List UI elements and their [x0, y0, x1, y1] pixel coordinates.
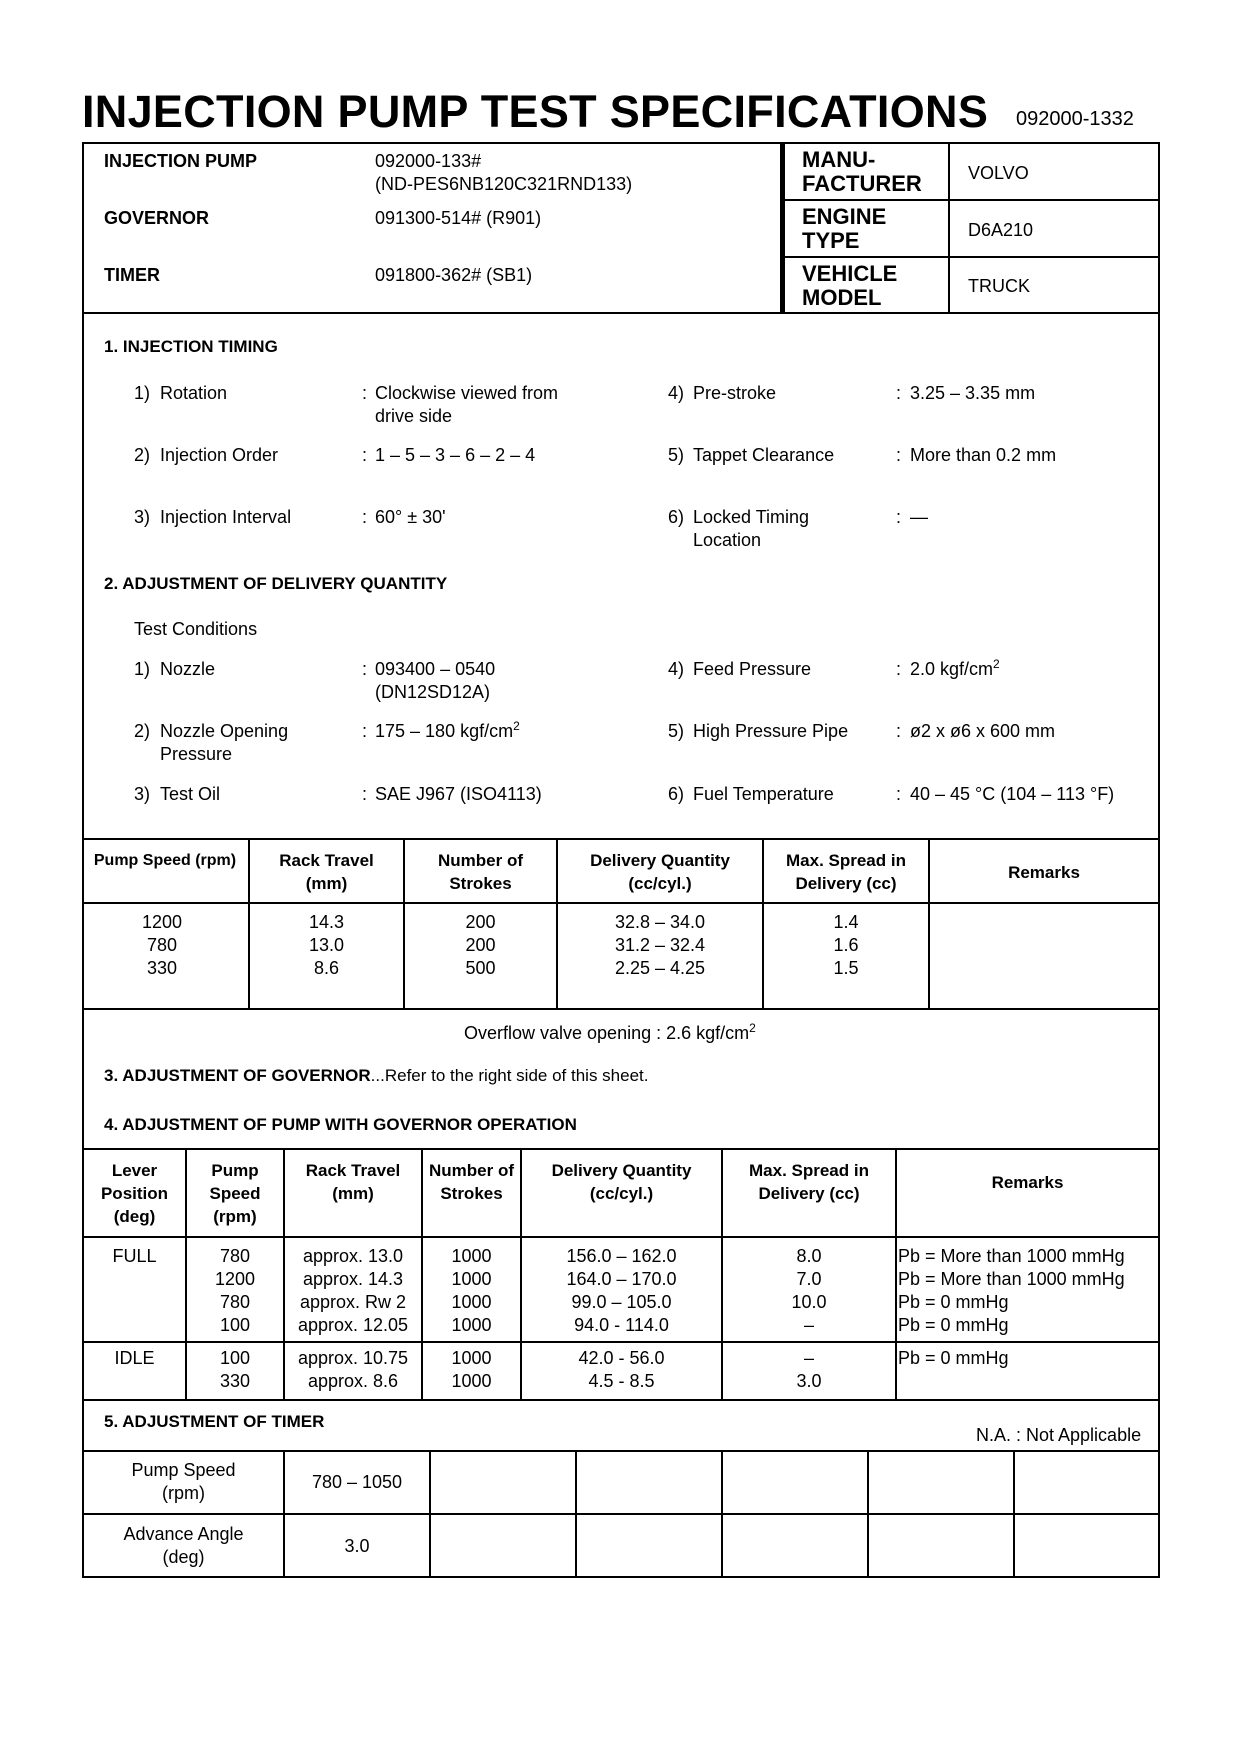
cell: 780 — [146, 935, 178, 955]
lever-position: FULL — [112, 1246, 157, 1266]
cell: 156.0 – 162.0 — [566, 1246, 677, 1266]
spec-colon: : — [362, 507, 368, 527]
col-header: Rack Travel (mm) — [305, 1161, 401, 1203]
cond-colon: : — [362, 659, 368, 679]
spec-colon: : — [362, 445, 368, 465]
cond-value: ø2 x ø6 x 600 mm — [910, 721, 1056, 741]
cell: 780 – 1050 — [311, 1472, 403, 1492]
cond-label: Fuel Temperature — [693, 784, 834, 804]
cond-value: 2.0 kgf/$cm^2$ — [910, 657, 1000, 679]
cond-label-cont: Pressure — [160, 744, 233, 764]
cond-label: Nozzle Opening — [160, 721, 289, 741]
cond-label: Feed Pressure — [693, 659, 812, 679]
cell: 1000 — [451, 1246, 492, 1266]
section-timer-title: 5. ADJUSTMENT OF TIMER — [104, 1412, 325, 1431]
cell: 42.0 - 56.0 — [578, 1348, 665, 1368]
spec-label: Injection Interval — [160, 507, 292, 527]
cell: 500 — [465, 958, 496, 978]
cell: 1000 — [451, 1269, 492, 1289]
cond-num: 2) — [134, 721, 151, 741]
spec-value: More than 0.2 mm — [910, 445, 1057, 465]
cell: approx. 14.3 — [302, 1269, 404, 1289]
spec-label: Tappet Clearance — [693, 445, 835, 465]
cond-colon: : — [362, 784, 368, 804]
spec-num: 5) — [668, 445, 685, 465]
cond-colon: : — [896, 784, 902, 804]
col-header: Rack Travel (mm) — [279, 851, 374, 893]
spec-colon: : — [896, 445, 902, 465]
cell: 1200 — [214, 1269, 256, 1289]
spec-label: Pre-stroke — [693, 383, 777, 403]
spec-value: 1 – 5 – 3 – 6 – 2 – 4 — [375, 445, 536, 465]
cond-value: 093400 – 0540 — [375, 659, 496, 679]
cond-num: 1) — [134, 659, 151, 679]
test-conditions-label: Test Conditions — [134, 619, 258, 639]
cell: – — [803, 1315, 814, 1335]
cell: 7.0 — [796, 1269, 822, 1289]
cell: 14.3 — [308, 912, 345, 932]
engine-type-label: ENGINE TYPE — [802, 204, 887, 253]
cond-value: 40 – 45 °C (104 – 113 °F) — [910, 784, 1115, 804]
vehicle-model-label: VEHICLE MODEL — [802, 261, 898, 310]
lever-position: IDLE — [114, 1348, 155, 1368]
cell: approx. 10.75 — [297, 1348, 409, 1368]
engine-type-value: D6A210 — [968, 220, 1034, 240]
cond-label: Test Oil — [160, 784, 221, 804]
spec-value: — — [910, 507, 928, 527]
cell: 8.0 — [796, 1246, 822, 1266]
governor-value: 091300-514# (R901) — [375, 208, 542, 228]
cell: 31.2 – 32.4 — [614, 935, 706, 955]
row-label: Advance Angle (deg) — [123, 1524, 244, 1567]
cell: 8.6 — [313, 958, 340, 978]
spec-label: Rotation — [160, 383, 228, 403]
cell: 94.0 - 114.0 — [574, 1315, 669, 1335]
spec-num: 3) — [134, 507, 151, 527]
cell-remark: Pb = More than 1000 mmHg — [898, 1269, 1125, 1289]
cell: 780 — [219, 1246, 251, 1266]
cell: 3.0 — [796, 1371, 822, 1391]
spec-colon: : — [896, 507, 902, 527]
manufacturer-label: MANU- FACTURER — [802, 147, 922, 196]
section-pump-governor-title: 4. ADJUSTMENT OF PUMP WITH GOVERNOR OPERATION — [104, 1115, 577, 1134]
spec-num: 6) — [668, 507, 685, 527]
cell: approx. 13.0 — [302, 1246, 404, 1266]
cond-label: High Pressure Pipe — [693, 721, 849, 741]
cond-colon: : — [362, 721, 368, 741]
cell: approx. Rw 2 — [299, 1292, 407, 1312]
cond-value-cont: (DN12SD12A) — [375, 682, 491, 702]
col-header: Max. Spread in Delivery (cc) — [749, 1161, 869, 1203]
spec-value: 3.25 – 3.35 mm — [910, 383, 1036, 403]
cell: 99.0 – 105.0 — [571, 1292, 672, 1312]
vehicle-model-value: TRUCK — [968, 276, 1030, 296]
cell: 4.5 - 8.5 — [588, 1371, 655, 1391]
cond-num: 5) — [668, 721, 685, 741]
injection-pump-label: INJECTION PUMP — [104, 151, 258, 171]
cell: 13.0 — [308, 935, 345, 955]
cell: 3.0 — [344, 1536, 370, 1556]
col-header: Lever Position (deg) — [100, 1161, 169, 1226]
cell: 1.5 — [833, 958, 859, 978]
cell: 330 — [219, 1371, 251, 1391]
cond-num: 3) — [134, 784, 151, 804]
cond-label: Nozzle — [160, 659, 216, 679]
spec-label: Locked Timing — [693, 507, 810, 527]
cell: 100 — [219, 1348, 251, 1368]
cond-colon: : — [896, 721, 902, 741]
col-header: Remarks — [1008, 863, 1080, 882]
cell: 32.8 – 34.0 — [614, 912, 706, 932]
injection-pump-model: (ND-PES6NB120C321RND133) — [375, 174, 633, 194]
spec-value: 60° ± 30' — [375, 507, 446, 527]
cell: – — [803, 1348, 814, 1368]
cell: 1.6 — [833, 935, 859, 955]
cond-value: 175 – 180 kgf/$cm^2$ — [375, 719, 520, 741]
cell: 1000 — [451, 1315, 492, 1335]
cell: 100 — [219, 1315, 251, 1335]
cell: 2.25 – 4.25 — [614, 958, 706, 978]
cell-remark: Pb = 0 mmHg — [898, 1348, 1009, 1368]
col-header: Max. Spread in Delivery (cc) — [786, 851, 906, 893]
cond-value: SAE J967 (ISO4113) — [375, 784, 542, 804]
cell: 1000 — [451, 1348, 492, 1368]
cell-remark: Pb = More than 1000 mmHg — [898, 1246, 1125, 1266]
col-header: Delivery Quantity (cc/cyl.) — [590, 851, 730, 893]
spec-num: 2) — [134, 445, 151, 465]
cell: approx. 8.6 — [307, 1371, 399, 1391]
row-label: Pump Speed (rpm) — [131, 1460, 236, 1503]
spec-value: Clockwise viewed from — [375, 383, 559, 403]
manufacturer-value: VOLVO — [968, 163, 1029, 183]
spec-label: Injection Order — [160, 445, 279, 465]
injection-pump-value: 092000-133# — [375, 151, 482, 171]
spec-colon: : — [362, 383, 368, 403]
cond-num: 4) — [668, 659, 685, 679]
col-header: Pump Speed (rpm) — [209, 1161, 261, 1226]
cell-remark: Pb = 0 mmHg — [898, 1292, 1009, 1312]
cell: 200 — [465, 912, 496, 932]
governor-label: GOVERNOR — [104, 208, 210, 228]
spec-num: 4) — [668, 383, 685, 403]
cell-remark: Pb = 0 mmHg — [898, 1315, 1009, 1335]
section-delivery-quantity-title: 2. ADJUSTMENT OF DELIVERY QUANTITY — [104, 574, 448, 593]
timer-label: TIMER — [104, 265, 160, 285]
spec-num: 1) — [134, 383, 151, 403]
timer-value: 091800-362# (SB1) — [375, 265, 533, 285]
spec-label-cont: Location — [693, 530, 762, 550]
cell: 1000 — [451, 1371, 492, 1391]
cond-colon: : — [896, 659, 902, 679]
col-header: Number of Strokes — [429, 1161, 514, 1203]
not-applicable-note: N.A. : Not Applicable — [976, 1425, 1142, 1445]
cond-num: 6) — [668, 784, 685, 804]
document-number: 092000-1332 — [1016, 108, 1134, 130]
cell: 164.0 – 170.0 — [566, 1269, 677, 1289]
cell: approx. 12.05 — [297, 1315, 409, 1335]
col-header: Pump Speed (rpm) — [93, 852, 237, 869]
cell: 10.0 — [791, 1292, 827, 1312]
cell: 1.4 — [833, 912, 859, 932]
section-governor: 3. ADJUSTMENT OF GOVERNOR...Refer to the right side of this sheet. — [104, 1066, 649, 1085]
spec-colon: : — [896, 383, 902, 403]
col-header: Number of Strokes — [438, 851, 523, 893]
col-header: Remarks — [991, 1173, 1064, 1192]
spec-value-cont: drive side — [375, 406, 453, 426]
cell: 780 — [219, 1292, 251, 1312]
cell: 1200 — [141, 912, 183, 932]
overflow-valve-note: Overflow valve opening : 2.6 kgf/$cm^2$ — [464, 1021, 756, 1043]
section-injection-timing-title: 1. INJECTION TIMING — [104, 337, 278, 356]
cell: 1000 — [451, 1292, 492, 1312]
col-header: Delivery Quantity (cc/cyl.) — [551, 1161, 692, 1203]
page-title: INJECTION PUMP TEST SPECIFICATIONS — [82, 86, 989, 137]
cell: 200 — [465, 935, 496, 955]
cell: 330 — [146, 958, 178, 978]
